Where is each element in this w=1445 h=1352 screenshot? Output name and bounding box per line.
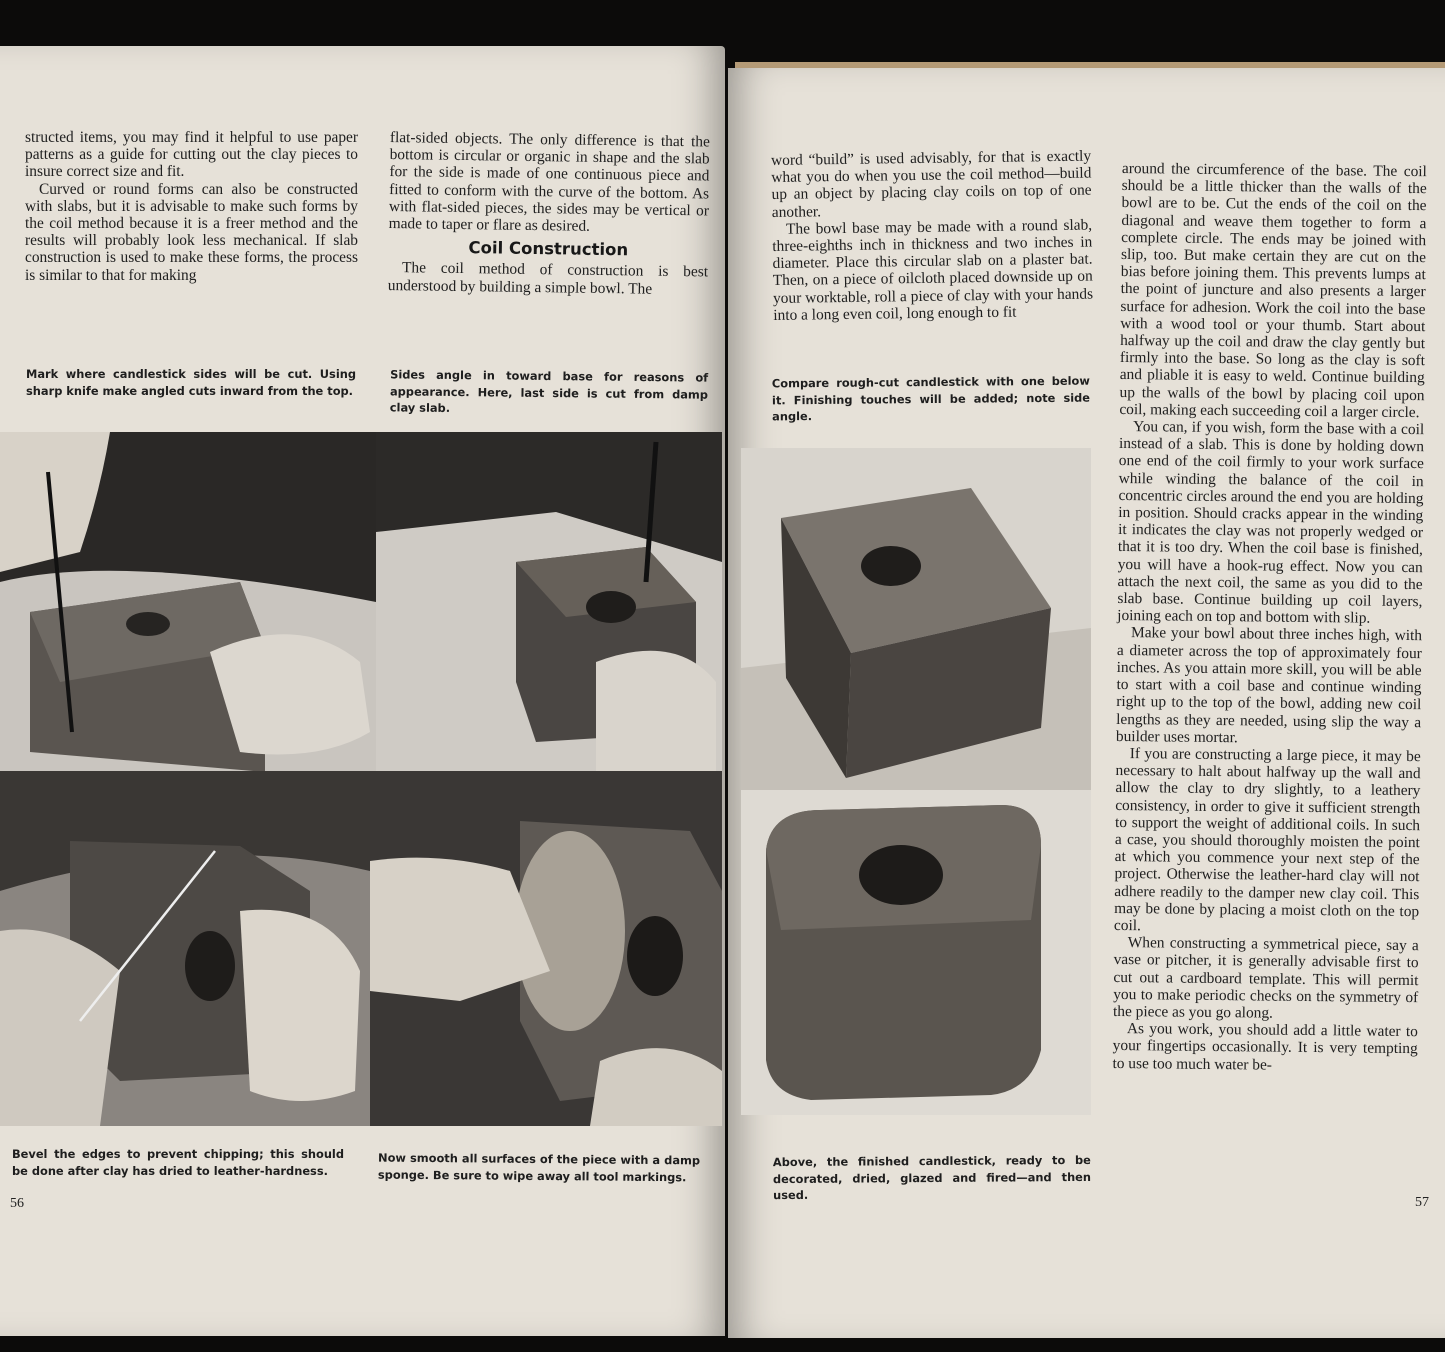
finished-candlestick-photo [741,790,1091,1115]
bevel-edges-photo [0,771,370,1126]
right-page [728,68,1445,1338]
right-column-1 [771,148,1093,324]
right-col2-para-6: As you work, you should add a little water to your fingertips occasionally. It is very tempting to use too much water be- [1112,1020,1418,1074]
right-col1-para-2: The bowl base may be made with a round slab, three-eighths inch in thickness and two inches in diameter. Place this circular slab on a plaster bat. Then, on a piece of oilcloth placed downside up on your worktable, roll a piece of clay with your hands into a long even coil, long enough to fit [772,216,1094,324]
sponge-smoothing-photo [370,771,722,1126]
left-col2-para-1: flat-sided objects. The only difference is that the bottom is circular or organic in shape and the slab for the side is made of one continuous piece and fitted to conform with the curve of the bottom. As with flat-sided pieces, the sides may be vertical or made to taper or flare as desired. [388,129,710,235]
right-col1-para-1: word “build” is used advisably, for that is exactly what you do when you use the coil method—build up an object by placing clay coils on top of one another. [771,147,1092,221]
page-number-right: 57 [1415,1195,1429,1210]
left-column-2 [388,129,710,298]
right-col2-para-3: Make your bowl about three inches high, with a diameter across the top of approximately four inches. As you attain more skill, you will be able to start with a coil base and continue winding right up to the top of the bowl, adding new coil lengths as they are needed, using slip the way a builder uses mortar. [1115,624,1423,746]
left-col1-para-2: Curved or round forms can also be constructed with slabs, but it is advisable to make such forms by the coil method because it is a freer method and the results will probably look less mechanical. If slab construction is used to make these forms, the process is similar to that for making [25,180,358,284]
right-col2-para-1: around the circumference of the base. The coil should be a little thicker than the walls of the bowl are to be. Cut the ends of the coil on the diagonal and weave them together to form a complete circle. The ends may be joined with slip, too. But make certain they are cut on the bias before joining them. This prevents lumps at the point of juncture and also presents a larger surface for adhesion. Work the coil into the base with a wood tool or your thumb. Start about halfway up the coil and draw the clay gently but firmly into the base. So long as the clay is soft and pliable it is easy to weld. Continue building up the walls of the bowl by placing coil upon coil, making each succeeding coil a larger circle. [1119,160,1427,421]
hands-marking-clay-block-photo [0,432,376,771]
caption-bevel-edges: Bevel the edges to prevent chipping; this should be done after clay has dried to leather-hardness. [12,1147,344,1178]
right-col2-para-2: You can, if you wish, form the base with a coil instead of a slab. This is done by holding down one end of the coil firmly to your work surface while winding the balance of the coil in concentric circles around the end you are holding in position. Should cracks appear in the winding it indicates the clay was not properly wedged or that it is too dry. When the coil base is finished, you will have a hook-rug effect. Now you can attach the next coil, the same as you did to the slab base. Continue building up coil layers, joining each on top and bottom with slip. [1117,418,1425,627]
left-col1-para-1: structed items, you may find it helpful to use paper patterns as a guide for cutting out the clay pieces to insure correct size and fit. [25,129,358,181]
right-col2-para-5: When constructing a symmetrical piece, say a vase or pitcher, it is generally advisable first to cut out a cardboard template. This will permit you to make periodic checks on the symmetry of the piece as you go along. [1112,934,1419,1022]
coil-construction-heading: Coil Construction [468,238,629,260]
hand-cutting-clay-side-photo [376,432,722,771]
caption-compare-rough-cut: Compare rough-cut candlestick with one below it. Finishing touches will be added; note side angle. [771,373,1091,424]
caption-mark-sides: Mark where candlestick sides will be cut. Using sharp knife make angled cuts inward from the top. [26,367,356,398]
rough-cut-candlestick-photo [741,448,1091,790]
right-column-2 [1112,160,1427,1075]
page-number-left: 56 [10,1196,24,1211]
left-col2-para-2: The coil method of construction is best understood by building a simple bowl. The [387,259,709,298]
caption-sides-angle: Sides angle in toward base for reasons of appearance. Here, last side is cut from damp clay slab. [389,367,709,415]
left-page [0,46,725,1336]
right-col2-para-4: If you are constructing a large piece, it may be necessary to halt about halfway up the wall and allow the clay to dry slightly, to a leathery consistency, in order to give it sufficient strength to support the weight of additional coils. In such a case, you should thoroughly moisten the point at which you commence your next step of the project. Otherwise the leather-hard clay will not adhere readily to the damper new clay coil. This may be done by placing a moist cloth on the top coil. [1113,745,1421,935]
caption-sponge-smooth: Now smooth all surfaces of the piece with a damp sponge. Be sure to wipe away all tool markings. [377,1150,701,1184]
caption-finished-candlestick: Above, the finished candlestick, ready to be decorated, dried, glazed and fired—and then used. [772,1152,1092,1203]
left-column-1 [25,129,358,284]
